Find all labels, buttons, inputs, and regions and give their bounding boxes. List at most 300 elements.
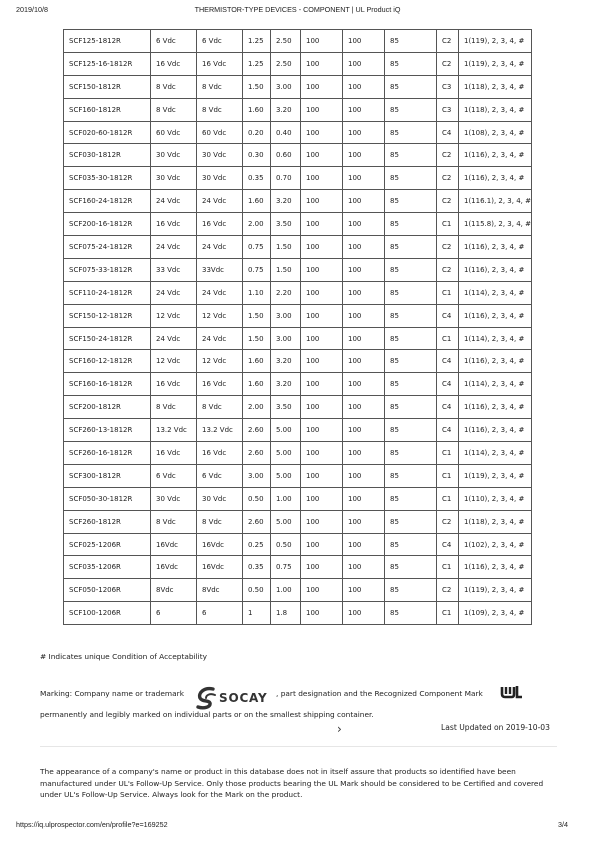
table-cell: SCF020-60-1812R [64, 121, 151, 144]
table-cell: C2 [437, 190, 459, 213]
table-cell: SCF200-1812R [64, 396, 151, 419]
table-cell: 16 Vdc [197, 373, 243, 396]
table-cell: 100 [301, 52, 343, 75]
table-cell: 100 [301, 464, 343, 487]
socay-logo-text: SOCAY [219, 691, 268, 705]
table-row [64, 144, 532, 167]
table-cell: 85 [385, 602, 437, 625]
table-cell: 16 Vdc [197, 213, 243, 236]
table-cell: 60 Vdc [151, 121, 197, 144]
table-cell: SCF200-16-1812R [64, 213, 151, 236]
table-cell: 100 [301, 396, 343, 419]
table-cell: 100 [301, 533, 343, 556]
table-cell: 30 Vdc [151, 144, 197, 167]
table-cell: 8 Vdc [197, 75, 243, 98]
table-cell: 1(116), 2, 3, 4, # [459, 304, 532, 327]
table-cell: 16 Vdc [151, 373, 197, 396]
table-cell: C4 [437, 304, 459, 327]
table-cell: SCF150-24-1812R [64, 327, 151, 350]
table-cell: 1.50 [271, 236, 301, 259]
table-cell: 85 [385, 327, 437, 350]
table-cell: 100 [343, 144, 385, 167]
table-cell: C1 [437, 281, 459, 304]
table-cell: SCF160-12-1812R [64, 350, 151, 373]
table-cell: 0.70 [271, 167, 301, 190]
table-cell: 85 [385, 213, 437, 236]
table-row [64, 98, 532, 121]
table-row [64, 190, 532, 213]
table-cell: 85 [385, 236, 437, 259]
table-cell: 1.50 [243, 304, 271, 327]
table-cell: SCF035-1206R [64, 556, 151, 579]
table-cell: 1(116), 2, 3, 4, # [459, 144, 532, 167]
table-cell: 100 [301, 281, 343, 304]
table-cell: SCF075-33-1812R [64, 258, 151, 281]
socay-swoosh-icon [195, 686, 217, 710]
table-cell: 1(114), 2, 3, 4, # [459, 442, 532, 465]
table-cell: 24 Vdc [151, 236, 197, 259]
table-row [64, 75, 532, 98]
table-cell: 100 [343, 98, 385, 121]
table-cell: 1(116), 2, 3, 4, # [459, 167, 532, 190]
table-cell: 5.00 [271, 419, 301, 442]
table-cell: 3.00 [243, 464, 271, 487]
table-cell: 85 [385, 98, 437, 121]
table-cell: 1(118), 2, 3, 4, # [459, 510, 532, 533]
table-cell: 6 Vdc [197, 464, 243, 487]
table-cell: 6 [197, 602, 243, 625]
table-cell: 16Vdc [151, 556, 197, 579]
table-cell: 8Vdc [197, 579, 243, 602]
table-cell: 100 [343, 121, 385, 144]
table-cell: 1(102), 2, 3, 4, # [459, 533, 532, 556]
table-cell: SCF150-1812R [64, 75, 151, 98]
table-cell: 1(119), 2, 3, 4, # [459, 579, 532, 602]
table-cell: 2.60 [243, 442, 271, 465]
table-cell: SCF160-1812R [64, 98, 151, 121]
marking-text-start: Marking: Company name or trademark [40, 689, 184, 698]
table-cell: 85 [385, 533, 437, 556]
table-row [64, 167, 532, 190]
table-cell: 16 Vdc [151, 213, 197, 236]
table-cell: C1 [437, 602, 459, 625]
table-cell: 100 [343, 464, 385, 487]
table-cell: SCF100-1206R [64, 602, 151, 625]
table-cell: 85 [385, 373, 437, 396]
table-cell: 5.00 [271, 464, 301, 487]
table-cell: 85 [385, 258, 437, 281]
table-cell: 100 [343, 75, 385, 98]
table-row [64, 464, 532, 487]
table-cell: 1(119), 2, 3, 4, # [459, 52, 532, 75]
table-cell: 0.35 [243, 556, 271, 579]
table-cell: 100 [343, 304, 385, 327]
table-cell: 1(116), 2, 3, 4, # [459, 556, 532, 579]
table-cell: 0.60 [271, 144, 301, 167]
table-cell: SCF150-12-1812R [64, 304, 151, 327]
table-cell: 1(114), 2, 3, 4, # [459, 373, 532, 396]
table-cell: 100 [301, 213, 343, 236]
table-cell: 24 Vdc [197, 236, 243, 259]
table-cell: 12 Vdc [197, 350, 243, 373]
table-cell: 1.60 [243, 350, 271, 373]
table-row [64, 442, 532, 465]
table-cell: 2.00 [243, 213, 271, 236]
table-cell: 3.20 [271, 98, 301, 121]
divider [40, 746, 557, 747]
table-cell: 100 [301, 373, 343, 396]
table-cell: 100 [301, 442, 343, 465]
print-title: THERMISTOR-TYPE DEVICES - COMPONENT | UL Product iQ [194, 5, 401, 14]
table-cell: 24 Vdc [197, 327, 243, 350]
table-cell: SCF125-16-1812R [64, 52, 151, 75]
table-cell: 85 [385, 510, 437, 533]
table-cell: 30 Vdc [197, 487, 243, 510]
table-cell: 100 [301, 510, 343, 533]
table-cell: 100 [343, 556, 385, 579]
table-cell: 85 [385, 464, 437, 487]
table-cell: 16Vdc [197, 556, 243, 579]
table-cell: 0.40 [271, 121, 301, 144]
table-cell: 1(116), 2, 3, 4, # [459, 236, 532, 259]
table-row [64, 52, 532, 75]
table-cell: 1(116), 2, 3, 4, # [459, 350, 532, 373]
table-cell: 1 [243, 602, 271, 625]
table-cell: 100 [301, 579, 343, 602]
table-cell: 100 [343, 533, 385, 556]
table-cell: 0.50 [243, 579, 271, 602]
socay-logo [195, 683, 273, 713]
table-cell: 100 [343, 327, 385, 350]
table-cell: 100 [343, 236, 385, 259]
table-cell: SCF035-30-1812R [64, 167, 151, 190]
table-cell: 85 [385, 487, 437, 510]
table-cell: 85 [385, 190, 437, 213]
table-cell: 100 [343, 373, 385, 396]
table-row [64, 258, 532, 281]
table-cell: 100 [301, 190, 343, 213]
table-cell: 85 [385, 75, 437, 98]
table-cell: 60 Vdc [197, 121, 243, 144]
table-cell: 1(116), 2, 3, 4, # [459, 258, 532, 281]
table-cell: 8 Vdc [151, 75, 197, 98]
table-row [64, 396, 532, 419]
table-cell: 24 Vdc [151, 327, 197, 350]
table-cell: 1(110), 2, 3, 4, # [459, 487, 532, 510]
table-cell: SCF050-1206R [64, 579, 151, 602]
table-row [64, 602, 532, 625]
table-cell: 1(116), 2, 3, 4, # [459, 396, 532, 419]
table-cell: 100 [343, 350, 385, 373]
table-cell: C2 [437, 52, 459, 75]
table-cell: 100 [343, 190, 385, 213]
table-cell: 30 Vdc [197, 144, 243, 167]
table-row [64, 533, 532, 556]
table-cell: C1 [437, 213, 459, 236]
table-cell: 6 Vdc [151, 30, 197, 53]
table-cell: 85 [385, 579, 437, 602]
table-cell: 3.00 [271, 327, 301, 350]
table-cell: 100 [301, 350, 343, 373]
table-row [64, 304, 532, 327]
table-cell: 1.50 [271, 258, 301, 281]
table-cell: 0.50 [271, 533, 301, 556]
table-cell: 13.2 Vdc [151, 419, 197, 442]
table-cell: 100 [343, 419, 385, 442]
table-cell: 100 [343, 579, 385, 602]
table-cell: 16 Vdc [151, 52, 197, 75]
marking-text-line2: permanently and legibly marked on individual parts or on the smallest shipping container. [40, 710, 374, 719]
marking-text-end: , part designation and the Recognized Component Mark [276, 689, 483, 698]
table-cell: C4 [437, 533, 459, 556]
table-cell: 0.35 [243, 167, 271, 190]
table-cell: C2 [437, 167, 459, 190]
table-cell: 1.25 [243, 52, 271, 75]
table-cell: 3.20 [271, 373, 301, 396]
table-cell: 3.50 [271, 396, 301, 419]
table-row [64, 281, 532, 304]
table-cell: 30 Vdc [197, 167, 243, 190]
table-cell: 12 Vdc [197, 304, 243, 327]
table-cell: 100 [301, 556, 343, 579]
table-cell: 2.50 [271, 30, 301, 53]
table-cell: 100 [301, 75, 343, 98]
ul-recognized-component-mark-icon [498, 684, 524, 700]
table-cell: 1(116.1), 2, 3, 4, # [459, 190, 532, 213]
table-cell: 100 [301, 167, 343, 190]
table-cell: 0.25 [243, 533, 271, 556]
table-cell: 100 [301, 98, 343, 121]
table-cell: 1.60 [243, 373, 271, 396]
table-cell: 8 Vdc [197, 510, 243, 533]
table-cell: 30 Vdc [151, 487, 197, 510]
table-cell: SCF050-30-1812R [64, 487, 151, 510]
table-cell: 30 Vdc [151, 167, 197, 190]
table-cell: C1 [437, 442, 459, 465]
table-cell: 85 [385, 144, 437, 167]
condition-note: # Indicates unique Condition of Acceptability [40, 652, 208, 661]
table-cell: 13.2 Vdc [197, 419, 243, 442]
table-cell: C1 [437, 327, 459, 350]
table-cell: 2.00 [243, 396, 271, 419]
table-cell: 5.00 [271, 442, 301, 465]
table-cell: C3 [437, 75, 459, 98]
table-cell: 1(108), 2, 3, 4, # [459, 121, 532, 144]
table-cell: 2.60 [243, 510, 271, 533]
table-cell: 85 [385, 121, 437, 144]
table-cell: 1(109), 2, 3, 4, # [459, 602, 532, 625]
table-cell: 100 [343, 602, 385, 625]
table-row [64, 213, 532, 236]
table-cell: 16 Vdc [197, 442, 243, 465]
table-cell: 100 [343, 258, 385, 281]
table-cell: C4 [437, 396, 459, 419]
table-cell: 1(116), 2, 3, 4, # [459, 419, 532, 442]
table-cell: 100 [301, 121, 343, 144]
table-cell: C4 [437, 373, 459, 396]
component-ratings-table [63, 29, 532, 625]
table-cell: 3.20 [271, 190, 301, 213]
table-cell: 100 [301, 487, 343, 510]
table-cell: 100 [343, 442, 385, 465]
table-cell: 0.50 [243, 487, 271, 510]
table-cell: 1.00 [271, 487, 301, 510]
table-cell: 24 Vdc [151, 281, 197, 304]
table-cell: 100 [343, 30, 385, 53]
table-cell: C1 [437, 464, 459, 487]
table-cell: 100 [343, 396, 385, 419]
table-cell: 100 [343, 52, 385, 75]
table-cell: 85 [385, 167, 437, 190]
table-cell: 1.60 [243, 190, 271, 213]
table-cell: C2 [437, 258, 459, 281]
table-cell: 2.50 [271, 52, 301, 75]
table-cell: 12 Vdc [151, 304, 197, 327]
table-cell: 100 [301, 327, 343, 350]
table-cell: 85 [385, 281, 437, 304]
table-cell: C4 [437, 121, 459, 144]
table-cell: 1(118), 2, 3, 4, # [459, 98, 532, 121]
table-cell: 100 [343, 510, 385, 533]
table-cell: C1 [437, 487, 459, 510]
table-cell: C3 [437, 98, 459, 121]
table-cell: 0.30 [243, 144, 271, 167]
table-cell: SCF160-24-1812R [64, 190, 151, 213]
table-cell: 1.50 [243, 327, 271, 350]
table-cell: C4 [437, 350, 459, 373]
table-cell: 8 Vdc [151, 510, 197, 533]
table-cell: 1(115.8), 2, 3, 4, # [459, 213, 532, 236]
table-cell: 3.00 [271, 75, 301, 98]
table-cell: 8 Vdc [151, 98, 197, 121]
table-cell: 8 Vdc [197, 98, 243, 121]
table-cell: SCF300-1812R [64, 464, 151, 487]
table-cell: 6 Vdc [197, 30, 243, 53]
table-cell: C2 [437, 30, 459, 53]
print-page-number: 3/4 [558, 820, 568, 829]
table-cell: SCF110-24-1812R [64, 281, 151, 304]
table-cell: 2.20 [271, 281, 301, 304]
table-cell: 100 [343, 167, 385, 190]
table-cell: 3.20 [271, 350, 301, 373]
table-cell: SCF075-24-1812R [64, 236, 151, 259]
table-row [64, 487, 532, 510]
table-cell: 1(118), 2, 3, 4, # [459, 75, 532, 98]
table-cell: 0.75 [271, 556, 301, 579]
table-cell: 100 [301, 30, 343, 53]
table-row [64, 579, 532, 602]
table-cell: 6 Vdc [151, 464, 197, 487]
table-cell: C1 [437, 556, 459, 579]
table-row [64, 121, 532, 144]
table-cell: 1.10 [243, 281, 271, 304]
table-cell: 1(119), 2, 3, 4, # [459, 464, 532, 487]
table-cell: SCF025-1206R [64, 533, 151, 556]
table-row [64, 510, 532, 533]
table-cell: 16Vdc [197, 533, 243, 556]
table-cell: 85 [385, 30, 437, 53]
table-cell: 0.75 [243, 258, 271, 281]
table-cell: 8Vdc [151, 579, 197, 602]
table-cell: 1(114), 2, 3, 4, # [459, 327, 532, 350]
table-cell: SCF260-1812R [64, 510, 151, 533]
table-cell: 85 [385, 419, 437, 442]
table-cell: 0.20 [243, 121, 271, 144]
table-cell: 1.60 [243, 98, 271, 121]
table-cell: 100 [343, 213, 385, 236]
table-cell: 1.00 [271, 579, 301, 602]
table-cell: 100 [301, 144, 343, 167]
table-cell: 1.50 [243, 75, 271, 98]
table-cell: 85 [385, 442, 437, 465]
table-cell: SCF260-13-1812R [64, 419, 151, 442]
table-cell: 1.25 [243, 30, 271, 53]
table-cell: 1(119), 2, 3, 4, # [459, 30, 532, 53]
table-cell: 24 Vdc [197, 281, 243, 304]
table-cell: 8 Vdc [197, 396, 243, 419]
chevron-right-icon[interactable]: › [337, 722, 342, 736]
print-footer-url: https://iq.ulprospector.com/en/profile?e=169252 [16, 820, 168, 829]
table-cell: 6 [151, 602, 197, 625]
table-row [64, 236, 532, 259]
table-row [64, 419, 532, 442]
table-cell: 100 [301, 602, 343, 625]
table-row [64, 327, 532, 350]
table-cell: 100 [343, 281, 385, 304]
table-cell: 24 Vdc [197, 190, 243, 213]
table-cell: C2 [437, 510, 459, 533]
table-cell: 33 Vdc [151, 258, 197, 281]
table-cell: 85 [385, 52, 437, 75]
table-cell: 24 Vdc [151, 190, 197, 213]
table-cell: SCF030-1812R [64, 144, 151, 167]
last-updated: Last Updated on 2019-10-03 [441, 723, 550, 732]
table-cell: 100 [301, 258, 343, 281]
table-row [64, 556, 532, 579]
table-row [64, 373, 532, 396]
disclaimer-text: The appearance of a company's name or product in this database does not in itself assure that products so identified have been manufactured under UL's Follow-Up Service. Only those products bearing the UL Mark should be considered to be Certified and covered under UL's Follow-Up Service. Always look for the Mark on the product. [40, 767, 544, 799]
table-cell: C4 [437, 419, 459, 442]
table-cell: 85 [385, 396, 437, 419]
table-row [64, 30, 532, 53]
table-cell: 85 [385, 304, 437, 327]
table-cell: C2 [437, 579, 459, 602]
table-cell: 12 Vdc [151, 350, 197, 373]
table-cell: 100 [343, 487, 385, 510]
table-cell: 8 Vdc [151, 396, 197, 419]
table-cell: 1.8 [271, 602, 301, 625]
table-cell: 3.50 [271, 213, 301, 236]
table-cell: 16Vdc [151, 533, 197, 556]
table-cell: 100 [301, 304, 343, 327]
table-cell: 85 [385, 350, 437, 373]
print-date: 2019/10/8 [16, 5, 48, 14]
table-cell: SCF125-1812R [64, 30, 151, 53]
table-body [64, 30, 532, 625]
table-cell: C2 [437, 236, 459, 259]
table-cell: C2 [437, 144, 459, 167]
table-cell: 16 Vdc [197, 52, 243, 75]
table-cell: 100 [301, 236, 343, 259]
print-header [0, 5, 595, 17]
table-cell: 3.00 [271, 304, 301, 327]
table-cell: 100 [301, 419, 343, 442]
table-cell: SCF160-16-1812R [64, 373, 151, 396]
table-cell: 2.60 [243, 419, 271, 442]
table-row [64, 350, 532, 373]
table-cell: 16 Vdc [151, 442, 197, 465]
table-cell: 5.00 [271, 510, 301, 533]
